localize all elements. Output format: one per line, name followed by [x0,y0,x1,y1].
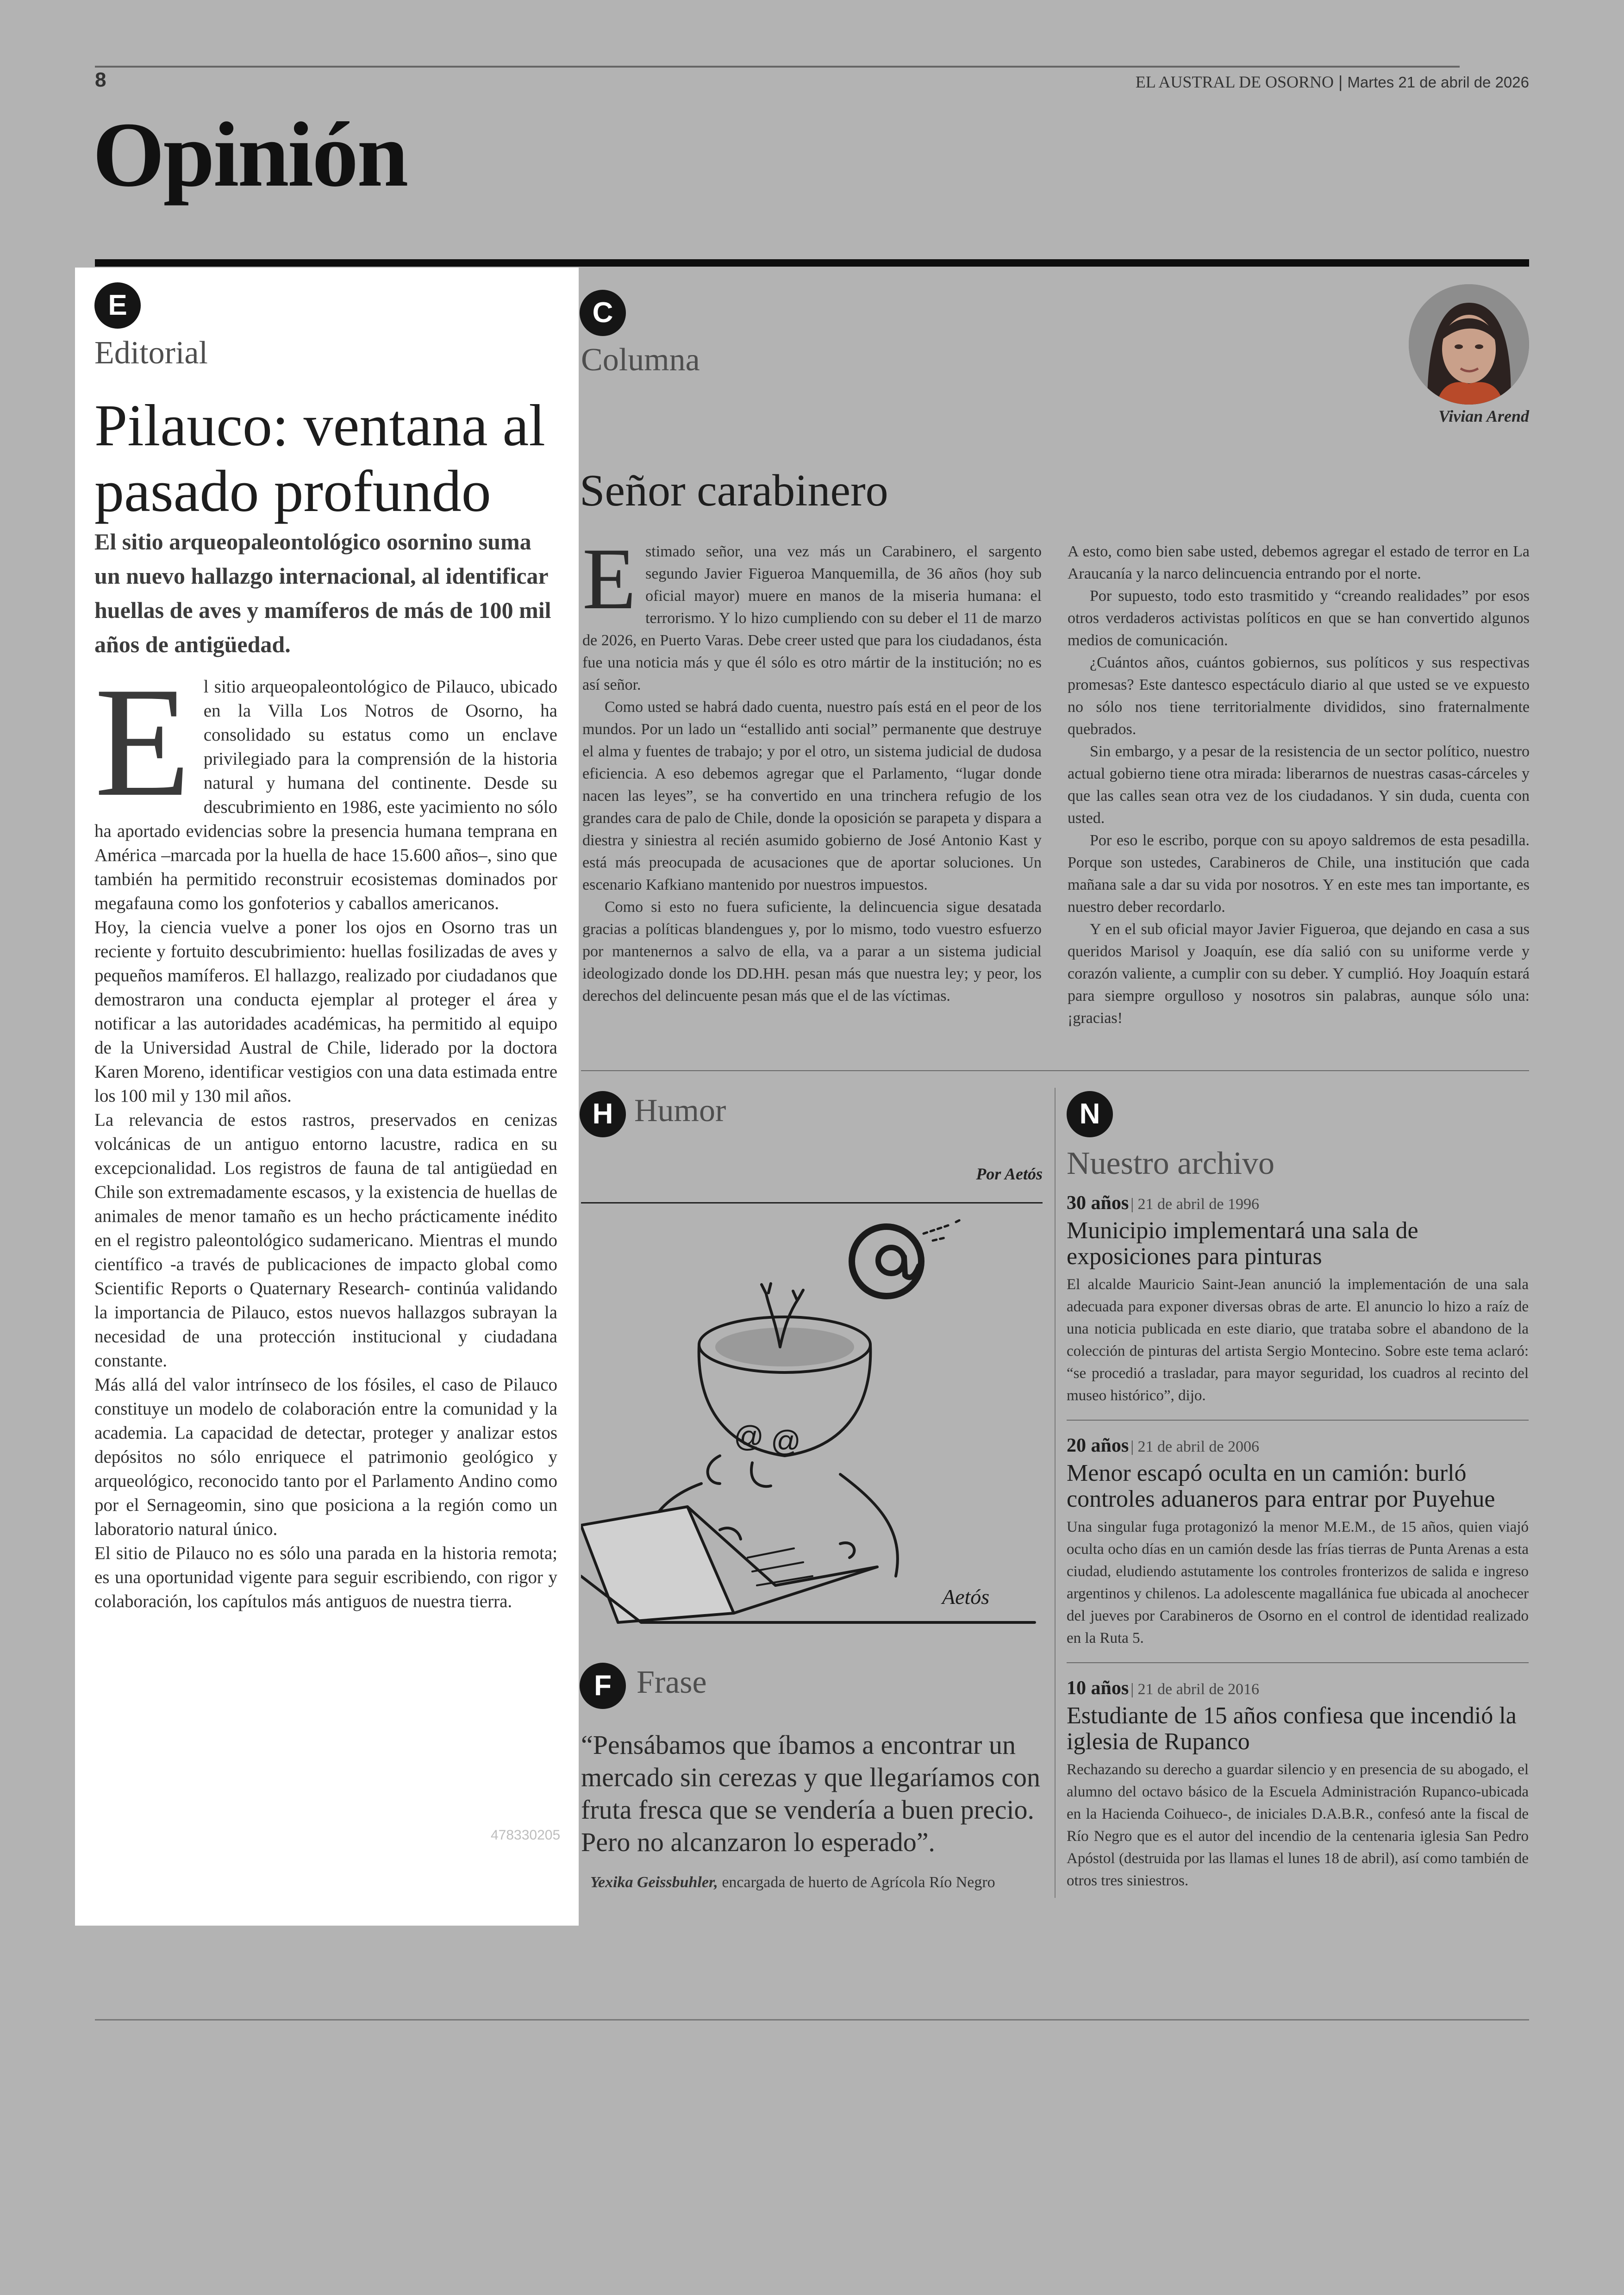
archive-years: 30 años [1067,1192,1129,1214]
column-right-text [1068,541,1530,1029]
svg-text:@: @ [734,1420,764,1453]
archive-badge: N [1067,1091,1113,1137]
column-dropcap: E [582,530,637,628]
footer-rule [95,2019,1529,2021]
editorial-label: Editorial [94,335,208,371]
humor-badge: H [580,1091,626,1137]
editorial-watermark: 478330205 [491,1827,561,1843]
masthead-separator: | [1334,72,1348,91]
archive-title: Menor escapó oculta en un camión: burló controles aduaneros para entrar por Puyehue [1067,1460,1495,1512]
archive-item [1067,1192,1529,1407]
column-title: Señor carabinero [580,466,888,516]
header-thick-rule [95,259,1529,267]
column-paragraph: Estimado señor, una vez más un Carabinero, el sargento segundo Javier Figueroa Manquemilla, de 36 años (hoy sub oficial mayor) muere en manos de la miseria humana: el terrorismo. Y lo hizo cumpliendo con su deber el 11 de marzo de 2026, en Puerto Varas. Debe creer usted que para los ciudadanos, ésta fue una noticia más y que él sólo es otro mártir de la institución; no es así señor. [582,530,1042,693]
archive-item [1067,1434,1529,1649]
editorial-paragraph: El sitio arqueopaleontológico de Pilauco, ubicado en la Villa Los Notros de Osorno, ha consolidado su estatus como un enclave privilegiado para la comprensión de la historia natural y humana del continente. Desde su descubrimiento en 1986, este yacimiento no sólo ha aportado evidencias sobre la presencia humana temprana en América –marcada por la huella de hace 15.600 años–, sino que también ha permitido reconstruir ecosistemas dominados por megafauna como los gonfoterios y caballos americanos. [94,655,557,913]
frase-badge: F [580,1663,626,1709]
archive-title: Estudiante de 15 años confiesa que incendió la iglesia de Rupanco [1067,1703,1517,1755]
frase-role: encargada de huerto de Agrícola Río Negro [722,1874,995,1891]
svg-text:@: @ [771,1424,801,1458]
archive-text: Rechazando su derecho a guardar silencio y en presencia de su abogado, el alumno del octavo básico de la Escuela Administración Rupanco-ubicada en la Hacienda Coihueco-, de iniciales D.A.B.R., confesó ante la fiscal de Río Negro que es el autor del incendio de la centenaria iglesia San Pedro Apóstol (destruida por las llamas el lunes 18 de abril), así como también de otros tres siniestros. [1067,1761,1529,1889]
archive-item-header [1067,1434,1529,1457]
archive-list [1067,1192,1529,1892]
column-paragraph: Como si esto no fuera suficiente, la delincuencia sigue desatada gracias a políticas blandengues y, por lo mismo, todo vuestro esfuerzo por mantenernos a salvo de ella, va a parar a un sistema judicial ideologizado donde los DD.HH. pesan más que nuestra ley; y peor, los derechos del delincuente pesan más que el de las víctimas. [582,898,1042,1004]
column-label: Columna [581,342,700,378]
archive-text: El alcalde Mauricio Saint-Jean anunció la implementación de una sala adecuada para exponer diversas obras de arte. El anuncio lo hizo a raíz de una noticia publicada en este diario, que trataba sobre el abandono de la colección de pinturas del artista Sergio Montecino. Sobre este tema aclaró: “se procedió a trasladar, para mayor seguridad, los cuadros al recinto del museo histórico”, dijo. [1067,1276,1529,1404]
column-paragraph: Y en el sub oficial mayor Javier Figueroa, que dejando en casa a sus queridos Marisol y Joaquín, ese día salió con su uniforme verde y corazón valiente, a cumplir con su deber. Y cumplió. Hoy Joaquín estará para siempre orgulloso y nosotros sin palabras, aunque sólo una: ¡gracias! [1068,921,1530,1027]
editorial-paragraph: El sitio de Pilauco no es sólo una parada en la historia remota; es una oportunidad vigente para seguir escribiendo, con rigor y colaboración, los capítulos más antiguos de nuestra tierra. [94,1543,557,1611]
archive-years: 20 años [1067,1435,1129,1456]
archive-years: 10 años [1067,1678,1129,1699]
frase-author: Yexika Geissbuhler, [590,1874,718,1891]
humor-signature: Aetós [942,1585,990,1609]
column-paragraph: Por supuesto, todo esto trasmitido y “creando realidades” por esos otros verdaderos activistas políticos en que se han convertido algunos medios de comunicación. [1068,587,1530,649]
column-paragraph: A esto, como bien sabe usted, debemos agregar el estado de terror en La Araucanía y la narco delincuencia entrando por el norte. [1068,543,1530,582]
header-top-rule [95,66,1460,68]
section-title: Opinión [93,104,407,206]
at-sign-icon [852,1227,921,1296]
column-author: Vivian Arend [1438,407,1529,425]
editorial-dropcap: E [94,655,191,829]
archive-date: | 21 de abril de 2016 [1131,1681,1259,1698]
column-paragraph: Como usted se habrá dado cuenta, nuestro país está en el peor de los mundos. Por un lado un “estallido anti social” permanente que destruye el alma y fuentes de trabajo; y por el otro, un sistema judicial de dudosa eficiencia. A eso debemos agregar que el Parlamento, “lugar donde nacen las leyes”, se ha convertido en una trinchera refugio de los grandes cara de palo de Chile, donde la oposición se parapeta y dispara a diestra y siniestra al recién asumido gobierno de José Antonio Kast y está más preocupada de acusaciones que de aportar soluciones. Un escenario Kafkiano mantenido por nuestros impuestos. [582,698,1042,893]
column-badge: C [580,290,626,336]
archive-divider [1067,1662,1529,1663]
archive-item-header [1067,1677,1529,1699]
humor-credit: Por Aetós [976,1165,1043,1183]
column-bottom-rule [581,1070,1529,1071]
editorial-paragraph: Más allá del valor intrínseco de los fósiles, el caso de Pilauco constituye un modelo de colaboración entre la comunidad y la academia. La capacidad de detectar, proteger y analizar estos depósitos no sólo enriquece el patrimonio geológico y arqueológico, reconocido tanto por el Parlamento Andino como por el Sernageomin, sino que posiciona a la región como un laboratorio natural único. [94,1375,557,1539]
page-number: 8 [95,69,106,91]
editorial-lead: El sitio arqueopaleontológico osornino suma un nuevo hallazgo internacional, al identificar huellas de aves y mamíferos de más de 100 mil años de antigüedad. [94,529,551,657]
humor-cartoon [581,1206,1044,1636]
archive-date: | 21 de abril de 1996 [1131,1196,1259,1213]
author-portrait-icon [1409,284,1529,405]
column-paragraph: Por eso le escribo, porque con su apoyo saldremos de esta pesadilla. Porque son ustedes, Carabineros de Chile, una institución que cada mañana sale a dar su vida por nosotros. Y en este mes tan importante, es nuestro deber recordarlo. [1068,832,1530,916]
masthead-line [1136,72,1529,92]
archive-title: Municipio implementará una sala de exposiciones para pinturas [1067,1217,1418,1270]
author-photo [1409,284,1529,405]
humor-label: Humor [634,1093,726,1129]
frase-quote: “Pensábamos que íbamos a encontrar un mercado sin cerezas y que llegaríamos con fruta fresca que se vendería a buen precio. Pero no alcanzaron lo esperado”. [581,1730,1041,1857]
editorial-paragraph: Hoy, la ciencia vuelve a poner los ojos en Osorno tras un reciente y fortuito descubrimiento: huellas fosilizadas de aves y pequeños mamíferos. El hallazgo, realizado por ciudadanos que demostraron una conducta ejemplar al proteger el área y notificar a las autoridades académicas, ha permitido al equipo de la Universidad Austral de Chile, liderado por la doctora Karen Moreno, identificar vestigios con una data estimada entre los 100 mil y 130 mil años. [94,917,557,1106]
frase-label: Frase [637,1665,707,1700]
editorial-title: Pilauco: ventana al pasado profundo [94,393,545,524]
editorial-badge: E [94,282,141,329]
archive-item [1067,1677,1529,1892]
archive-item-header [1067,1192,1529,1214]
masthead: EL AUSTRAL DE OSORNO [1135,73,1334,91]
archive-divider [1067,1420,1529,1421]
lower-vertical-rule [1055,1088,1056,1898]
editorial-box [75,268,579,1926]
issue-date: Martes 21 de abril de 2026 [1347,74,1529,91]
archive-text: Una singular fuga protagonizó la menor M.E.M., de 15 años, quien viajó oculta ocho días en un camión desde las frías tierras de Punta Arenas a esta ciudad, eludiendo astutamente los controles fronterizos de salida e ingreso argentinos y chilenos. La adolescente magallánica fue ubicada al anochecer del jueves por Carabineros de Osorno en el control de identidad realizado en la Ruta 5. [1067,1519,1529,1646]
column-left-text [582,530,1042,1007]
column-paragraph: ¿Cuántos años, cuántos gobiernos, sus políticos y sus respectivas promesas? Este dantesco espectáculo diario al que usted se ve expuesto no sólo nos tiene territorialmente divididos, sino fraternalmente quebrados. [1068,654,1530,738]
archive-date: | 21 de abril de 2006 [1131,1438,1259,1455]
humor-rule [581,1202,1043,1204]
editorial-paragraph: La relevancia de estos rastros, preservados en cenizas volcánicas de un antiguo entorno lacustre, radica en su excepcionalidad. Los registros de fauna de tal antigüedad en Chile son extremadamente escasos, y la existencia de huellas de animales de menor tamaño es un hecho prácticamente inédito en el registro paleontológico sudamericano. Mientras el mundo científico -a través de publicaciones de impacto global como Scientific Reports o Quaternary Research- continúa validando la importancia de Pilauco, estos nuevos hallazgos subrayan la necesidad de una protección institucional y ciudadana constante. [94,1110,557,1371]
editorial-body [94,655,557,1614]
frase-attribution [590,1874,1049,1891]
archive-label: Nuestro archivo [1067,1146,1275,1181]
column-paragraph: Sin embargo, y a pesar de la resistencia de un sector político, nuestro actual gobierno tiene otra mirada: liberarnos de nuestras casas-cárceles y que las calles sean otra vez de los ciudadanos. Y sin duda, cuenta con usted. [1068,743,1530,827]
